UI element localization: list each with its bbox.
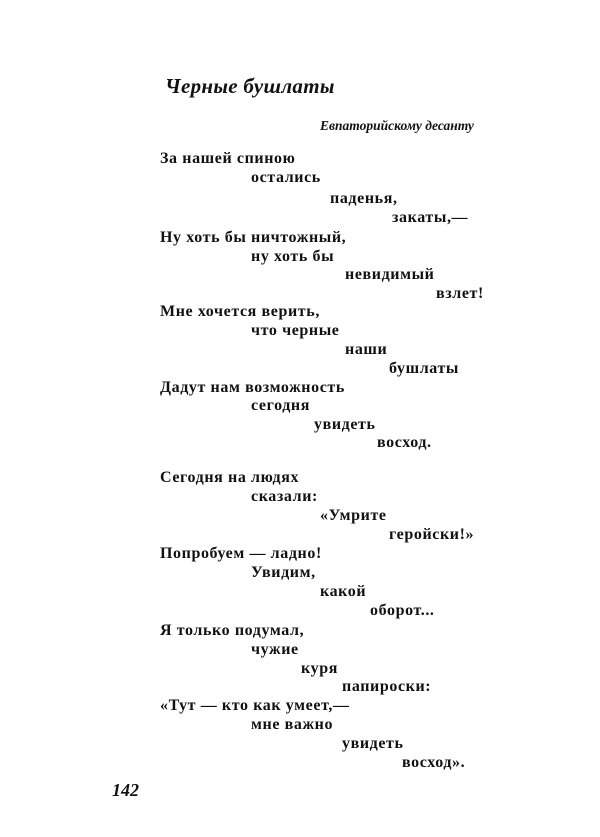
poem-line: Ну хоть бы ничтожный, [160, 229, 347, 246]
poem-line: Сегодня на людях [160, 469, 300, 486]
poem-line: наши [345, 341, 388, 358]
poem-line: какой [320, 583, 367, 600]
poem-line: невидимый [345, 266, 435, 283]
poem-line: геройски!» [389, 526, 475, 543]
poem-line: восход». [402, 754, 466, 771]
poem-line: мне важно [251, 716, 334, 733]
poem-line: Дадут нам возможность [160, 379, 345, 396]
poem-line: куря [301, 660, 338, 677]
poem-line: За нашей спиною [160, 150, 296, 167]
poem-line: сегодня [251, 397, 310, 414]
poem-line: чужие [251, 641, 299, 658]
poem-line: увидеть [342, 735, 404, 752]
poem-line: увидеть [314, 416, 376, 433]
poem-line: бушлаты [389, 360, 460, 377]
poem-line: взлет! [436, 285, 484, 302]
poem-line: ну хоть бы [251, 248, 335, 265]
poem-line: сказали: [251, 488, 318, 505]
poem-line: Увидим, [251, 564, 316, 581]
poem-line: Попробуем — ладно! [160, 545, 322, 562]
poem-line: остались [251, 169, 321, 186]
poem-line: восход. [377, 434, 432, 451]
poem-line: закаты,— [392, 209, 469, 226]
poem-line: Мне хочется верить, [160, 303, 320, 320]
poem-title: Черные бушлаты [165, 74, 335, 98]
poem-line: «Умрите [320, 507, 387, 524]
poem-dedication: Евпаторийскому десанту [320, 118, 474, 133]
page-number: 142 [112, 780, 139, 800]
poem-line: папироски: [342, 678, 432, 695]
poem-line: «Тут — кто как умеет,— [160, 697, 350, 714]
poem-line: Я только подумал, [160, 622, 305, 639]
poem-line: оборот... [370, 602, 435, 619]
poem-line: паденья, [330, 190, 398, 207]
poem-line: что черные [251, 322, 340, 339]
